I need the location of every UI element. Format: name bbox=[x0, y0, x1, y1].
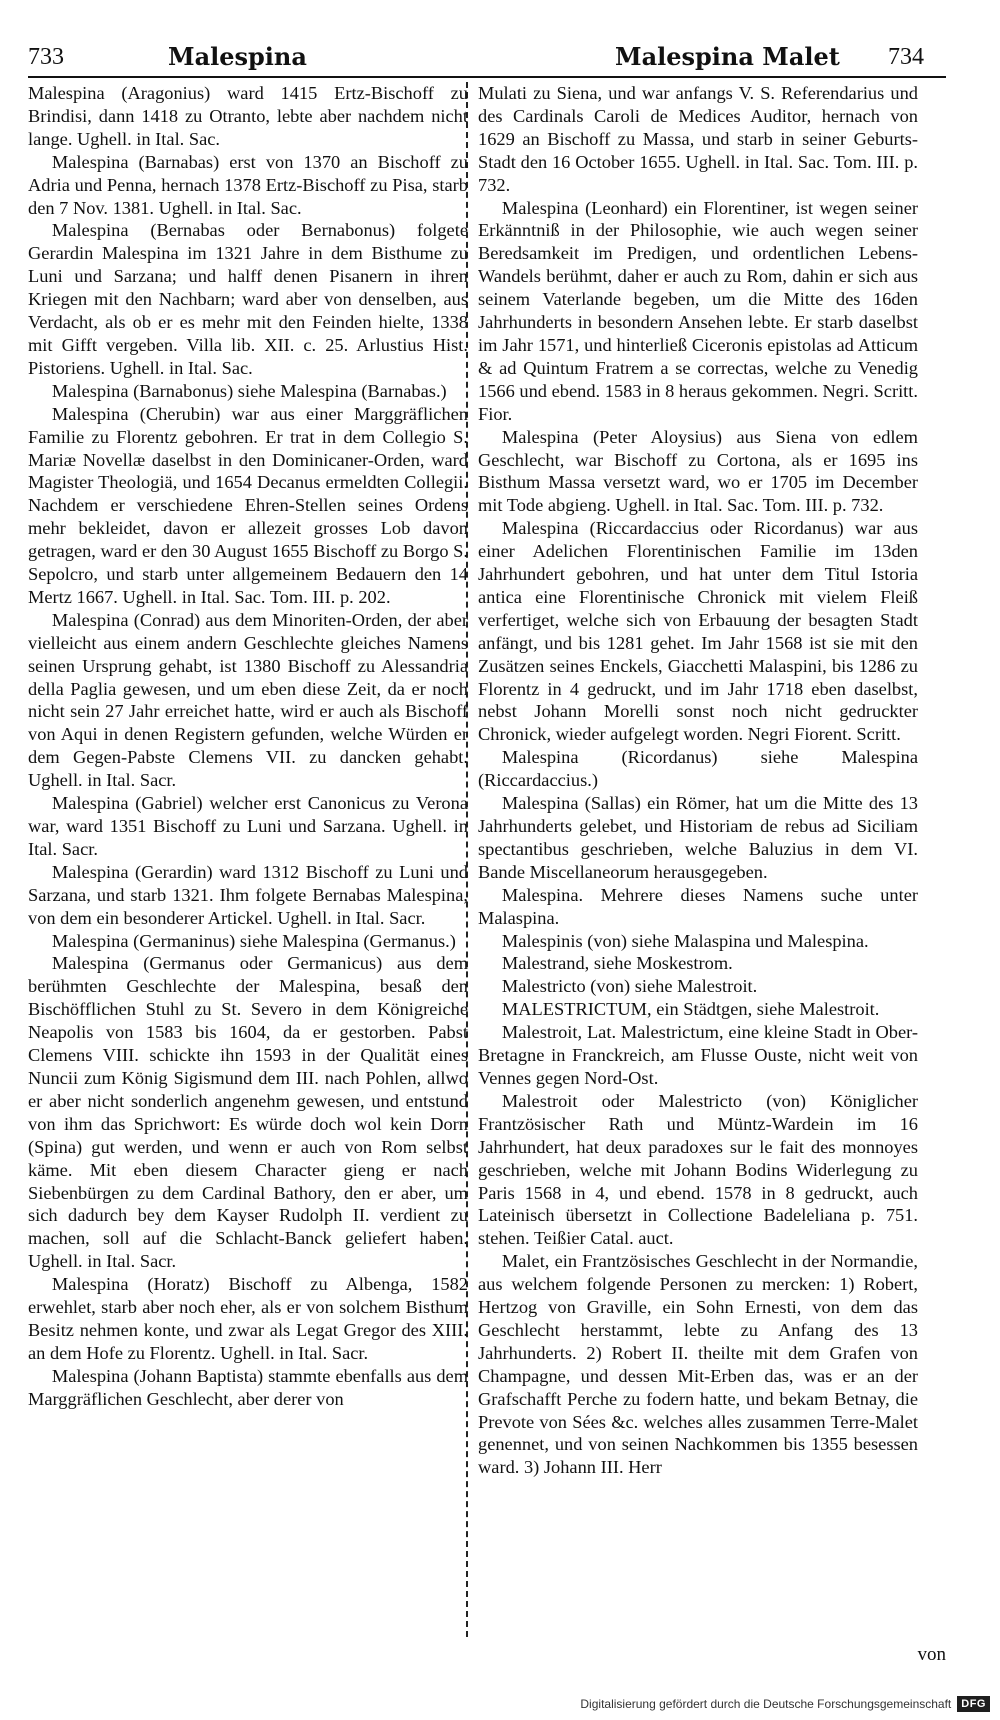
entry: Malespina (Barnabas) erst von 1370 an Bischoff zu Adria und Penna, hernach 1378 Ertz-Bischoff zu Pisa, starb den 7 Nov. 1381. Ughell. in Ital. Sac. bbox=[28, 151, 468, 218]
entry: Malespina (Peter Aloysius) aus Siena von edlem Geschlecht, war Bischoff zu Cortona, als er 1695 ins Bisthum Massa versetzt ward, wo er 1705 im December mit Tode abgieng. Ughell. in Ital. Sac. Tom. III. p. 732. bbox=[478, 426, 918, 516]
entry: Malespina (Barnabonus) siehe Malespina (Barnabas.) bbox=[51, 380, 447, 401]
entry: Malespina (Bernabas oder Bernabonus) folgete Gerardin Malespina im 1321 Jahre in dem Bisthume zu Luni und Sarzana; und halff denen Pisanern in ihren Kriegen mit den Nachbarn; ward aber von denselben, aus Verdacht, als ob er es mehr mit den Feinden hielte, 1338 mit Gifft vergeben. Villa lib. XII. c. 25. Arlustius Hist. Pistoriens. Ughell. in Ital. Sac. bbox=[28, 220, 468, 378]
entry: Malespina (Cherubin) war aus einer Marggräflichen Familie zu Florentz gebohren. Er trat in dem Collegio S. Mariæ Novellæ daselbst in den Dominicaner-Orden, ward Magister Theologiä, und 1654 Decanus ermeldten Collegii. Nachdem er verschiedene Ehren-Stellen seines Ordens mehr bekleidet, davon er allezeit grosses Lob davon getragen, ward er den 30 August 1655 Bischoff zu Borgo S. Sepolcro, und starb unter allgemeinem Bedauern den 14 Mertz 1667. Ughell. in Ital. Sac. Tom. III. p. 202. bbox=[28, 403, 468, 607]
entry: Malespina (Germaninus) siehe Malespina (Germanus.) bbox=[51, 930, 456, 951]
left-column bbox=[28, 82, 468, 1642]
entry: Mulati zu Siena, und war anfangs V. S. Referendarius und des Cardinals Caroli de Medices Auditor, hernach von 1629 an Bischoff zu Massa, und starb in seiner Geburts-Stadt den 16 October 1655. Ughell. in Ital. Sac. Tom. III. p. 732. bbox=[478, 83, 918, 195]
entry: Malestroit oder Malestricto (von) Königlicher Frantzösischer Rath und Müntz-Wardein im 16 Jahrhundert, hat deux paradoxes sur le fait des monnoyes geschrieben, welche mit Johann Bodins Widerlegung zu Paris 1568 in 4, und ebend. 1578 in 8 gedruckt, auch Lateinisch übersetzt in Collectione Badeleliana p. 751. stehen. Teißier Catal. auct. bbox=[478, 1090, 918, 1249]
entry: Malespina. Mehrere dieses Namens suche unter Malaspina. bbox=[478, 884, 918, 928]
entry: Malespina (Johann Baptista) stammte ebenfalls aus dem Marggräflichen Geschlecht, aber derer von bbox=[28, 1365, 468, 1409]
entry: Malespina (Horatz) Bischoff zu Albenga, 1582 erwehlet, starb aber noch eher, als er von solchem Bisthum Besitz nehmen konte, und zwar als Legat Gregor des XIII. an dem Hofe zu Florentz. Ughell. in Ital. Sacr. bbox=[28, 1274, 468, 1363]
entry: MALESTRICTUM, ein Städtgen, siehe Malestroit. bbox=[501, 999, 880, 1020]
entry: Malespina (Germanus oder Germanicus) aus dem berühmten Geschlechte der Malespina, besaß den Bischöfflichen Stuhl zu St. Severo in dem Königreiche Neapolis von 1583 bis 1604, da er gestorben. Pabst Clemens VIII. schickte ihn 1593 in der Qualität eines Nuncii zum König Sigismund dem III. nach Pohlen, allwo er aber nicht sonderlich angenehm gewesen, und entstund von ihm das Sprichwort: Es würde doch wol kein Dorn (Spina) gut werden, und wenn er auch von Rom selbst käme. Mit eben diesem Character gieng er nach Siebenbürgen zu dem Cardinal Bathory, den er aber, um sich dadurch bey dem Kayser Rudolph II. verdient zu machen, soll auf die Schlacht-Banck geliefert haben. Ughell. in Ital. Sacr. bbox=[28, 953, 468, 1272]
entry: Malespina (Leonhard) ein Florentiner, ist wegen seiner Erkänntniß in der Philosophie, wie auch wegen seiner Beredsamkeit im Predigen, und ordentlichen Lebens-Wandels berühmt, daher er auch zu Rom, dahin er sich aus seinem Vaterlande begeben, um die Mitte des 16den Jahrhunderts in besondern Ansehen lebte. Er starb daselbst im Jahr 1571, und hinterließ Ciceronis epistolas ad Atticum & ad Quintum Fratrem a se correctas, welche zu Venedig 1566 und ebend. 1583 in 8 heraus gekommen. Negri. Scritt. Fior. bbox=[478, 197, 918, 424]
right-column bbox=[478, 82, 918, 1642]
entry: Malespina (Ricordanus) siehe Malespina (Riccardaccius.) bbox=[478, 747, 918, 791]
entry: Malespina (Conrad) aus dem Minoriten-Orden, der aber vielleicht aus einem andern Geschlechte gleiches Namens seinen Ursprung gehabt, ist 1380 Bischoff zu Alessandria della Paglia gewesen, und um eben diese Zeit, da er noch nicht sein 27 Jahr erreichet hatte, wird er auch als Bischoff von Aqui in denen Registern gefunden, welche Würden er dem Gegen-Pabste Clemens VII. zu dancken gehabt. Ughell. in Ital. Sacr. bbox=[28, 609, 468, 791]
left-page-number: 733 bbox=[28, 44, 64, 70]
digitization-footer bbox=[580, 1696, 990, 1712]
entry: Malespina (Aragonius) ward 1415 Ertz-Bischoff zu Brindisi, dann 1418 zu Otranto, lebte aber nachdem nicht lange. Ughell. in Ital. Sac. bbox=[28, 83, 468, 149]
footer-credit: Digitalisierung gefördert durch die Deutsche Forschungsgemeinschaft bbox=[580, 1697, 952, 1711]
entry: Malespina (Sallas) ein Römer, hat um die Mitte des 13 Jahrhunderts gelebet, und Historiam de rebus ad Siciliam spectantibus geschrieben, welche Baluzius in dem VI. Bande Miscellaneorum herausgegeben. bbox=[478, 793, 918, 882]
entry: Malespina (Gabriel) welcher erst Canonicus zu Verona war, ward 1351 Bischoff zu Luni und Sarzana. Ughell. in Ital. Sacr. bbox=[28, 793, 468, 859]
entry: Malespinis (von) siehe Malaspina und Malespina. bbox=[501, 930, 869, 951]
entry: Malestroit, Lat. Malestrictum, eine kleine Stadt in Ober-Bretagne in Franckreich, am Flusse Ouste, nicht weit von Vennes gegen Nord-Ost. bbox=[478, 1022, 918, 1088]
entry: Malet, ein Frantzösisches Geschlecht in der Normandie, aus welchem folgende Personen zu mercken: 1) Robert, Hertzog von Graville, ein Sohn Ernesti, von dem das Geschlecht herstammt, lebte zu Anfang des 13 Jahrhunderts. 2) Robert II. theilte mit dem Grafen von Champagne, und dessen Mit-Erben das, was er an der Grafschafft Perche zu fodern hatte, und bekam Betnay, die Prevote von Sées &c. welches alles zusammen Terre-Malet genennet, und von seinen Nachkommen bis 1355 besessen ward. 3) Johann III. Herr bbox=[478, 1251, 918, 1478]
right-running-head: Malespina Malet bbox=[615, 42, 840, 71]
entry: Malestrand, siehe Moskestrom. bbox=[501, 953, 733, 974]
right-page-number: 734 bbox=[888, 44, 924, 70]
entry: Malestricto (von) siehe Malestroit. bbox=[501, 976, 758, 997]
dfg-logo-icon: DFG bbox=[957, 1696, 990, 1712]
catchword: von bbox=[917, 1644, 946, 1665]
header-rule bbox=[28, 76, 946, 78]
left-running-head: Malespina bbox=[168, 42, 307, 71]
entry: Malespina (Riccardaccius oder Ricordanus) war aus einer Adelichen Florentinischen Familie im 13den Jahrhundert gebohren, und hat unter dem Titul Istoria antica eine Florentinische Chronick mit vielem Fleiß verfertiget, welche sich von Erbauung der besagten Stadt anfängt, und bis 1281 gehet. Im Jahr 1568 ist sie mit den Zusätzen seines Enckels, Giacchetti Malaspini, bis 1286 zu Florentz in 4 gedruckt, und im Jahr 1718 eben daselbst, nebst Johann Morelli sonst noch nicht gedruckter Chronick, wieder aufgelegt worden. Negri Fiorent. Scritt. bbox=[478, 518, 918, 745]
entry: Malespina (Gerardin) ward 1312 Bischoff zu Luni und Sarzana, und starb 1321. Ihm folgete Bernabas Malespina, von dem ein besonderer Artickel. Ughell. in Ital. Sacr. bbox=[28, 861, 468, 928]
